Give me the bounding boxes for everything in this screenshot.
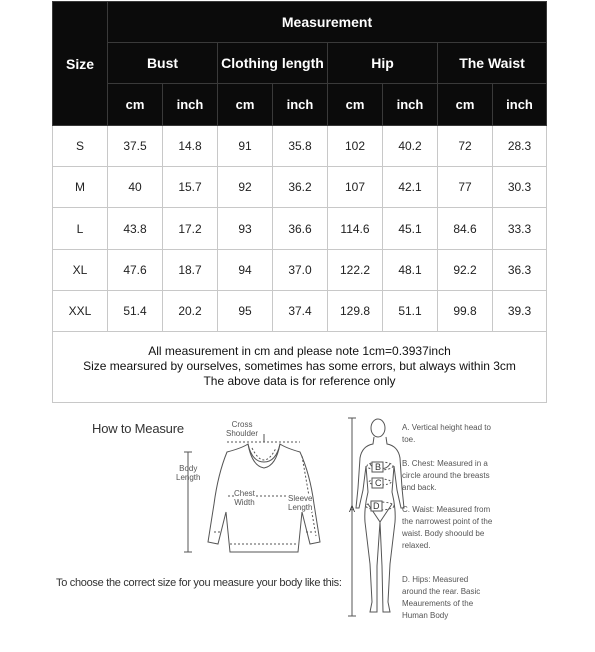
value-cell: 92.2 [438, 249, 493, 290]
value-cell: 122.2 [328, 249, 383, 290]
value-cell: 28.3 [493, 126, 547, 167]
note-row [53, 331, 547, 402]
value-cell: 93 [218, 208, 273, 249]
value-cell: 37.0 [273, 249, 328, 290]
letter-b: B [375, 462, 382, 472]
value-cell: 95 [218, 290, 273, 331]
value-cell: 77 [438, 167, 493, 208]
chest-width-label: Chest Width [234, 489, 255, 507]
cross-shoulder-label: Cross Shoulder [226, 420, 259, 438]
value-cell: 20.2 [163, 290, 218, 331]
letter-d: D [373, 501, 380, 511]
unit-header: cm [438, 84, 493, 126]
value-cell: 51.4 [108, 290, 163, 331]
how-to-measure-title: How to Measure [92, 421, 184, 436]
measurement-note [53, 331, 547, 402]
group-header-waist: The Waist [438, 43, 547, 84]
value-cell: 18.7 [163, 249, 218, 290]
value-cell: 42.1 [383, 167, 438, 208]
value-cell: 30.3 [493, 167, 547, 208]
unit-header: inch [273, 84, 328, 126]
size-cell: XXL [53, 290, 108, 331]
value-cell: 17.2 [163, 208, 218, 249]
value-cell: 84.6 [438, 208, 493, 249]
value-cell: 114.6 [328, 208, 383, 249]
unit-header: inch [493, 84, 547, 126]
table-row [53, 249, 547, 290]
value-cell: 99.8 [438, 290, 493, 331]
head [371, 419, 385, 437]
value-cell: 91 [218, 126, 273, 167]
definition-a: A. Vertical height head to toe. [402, 423, 491, 444]
value-cell: 92 [218, 167, 273, 208]
table-row [53, 167, 547, 208]
value-cell: 129.8 [328, 290, 383, 331]
size-cell: S [53, 126, 108, 167]
table-row [53, 290, 547, 331]
value-cell: 14.8 [163, 126, 218, 167]
value-cell: 35.8 [273, 126, 328, 167]
value-cell: 37.5 [108, 126, 163, 167]
how-to-measure-guide [52, 404, 546, 652]
group-header-bust: Bust [108, 43, 218, 84]
value-cell: 40 [108, 167, 163, 208]
size-chart-table [52, 1, 547, 403]
value-cell: 48.1 [383, 249, 438, 290]
table-row [53, 208, 547, 249]
unit-header: cm [218, 84, 273, 126]
value-cell: 94 [218, 249, 273, 290]
group-header-hip: Hip [328, 43, 438, 84]
body-length-label: Body Length [176, 464, 201, 482]
value-cell: 43.8 [108, 208, 163, 249]
value-cell: 39.3 [493, 290, 547, 331]
value-cell: 36.2 [273, 167, 328, 208]
unit-header: cm [108, 84, 163, 126]
value-cell: 72 [438, 126, 493, 167]
collar-inner [252, 448, 276, 460]
letter-a: A [349, 504, 356, 514]
measurement-header: Measurement [108, 2, 547, 43]
unit-header: cm [328, 84, 383, 126]
value-cell: 36.6 [273, 208, 328, 249]
table-row [53, 126, 547, 167]
value-cell: 40.2 [383, 126, 438, 167]
definition-d: D. Hips: Measured around the rear. Basic Meaurements of the Human Body [402, 575, 481, 620]
value-cell: 15.7 [163, 167, 218, 208]
definition-b: B. Chest: Measured in a circle around the breasts and back. [402, 459, 490, 492]
unit-header: inch [383, 84, 438, 126]
size-cell: XL [53, 249, 108, 290]
value-cell: 45.1 [383, 208, 438, 249]
value-cell: 51.1 [383, 290, 438, 331]
unit-header: inch [163, 84, 218, 126]
size-cell: L [53, 208, 108, 249]
value-cell: 37.4 [273, 290, 328, 331]
value-cell: 47.6 [108, 249, 163, 290]
value-cell: 36.3 [493, 249, 547, 290]
definition-c: C. Waist: Measured from the narrowest point of the waist. Body shoould be relaxed. [402, 505, 493, 550]
sleeve-length-label: Sleeve Length [288, 494, 313, 512]
note-line: All measurement in cm and please note 1cm=0.3937inch [148, 344, 451, 359]
letter-c: C [375, 478, 382, 488]
note-line: Size mearsured by ourselves, sometimes has some errors, but always within 3cm [83, 359, 516, 374]
value-cell: 33.3 [493, 208, 547, 249]
value-cell: 107 [328, 167, 383, 208]
size-cell: M [53, 167, 108, 208]
choose-size-instruction: To choose the correct size for you measure your body like this: [56, 577, 342, 589]
value-cell: 102 [328, 126, 383, 167]
size-column-header: Size [53, 2, 108, 126]
group-header-clothing-length: Clothing length [218, 43, 328, 84]
note-line: The above data is for reference only [203, 374, 396, 389]
